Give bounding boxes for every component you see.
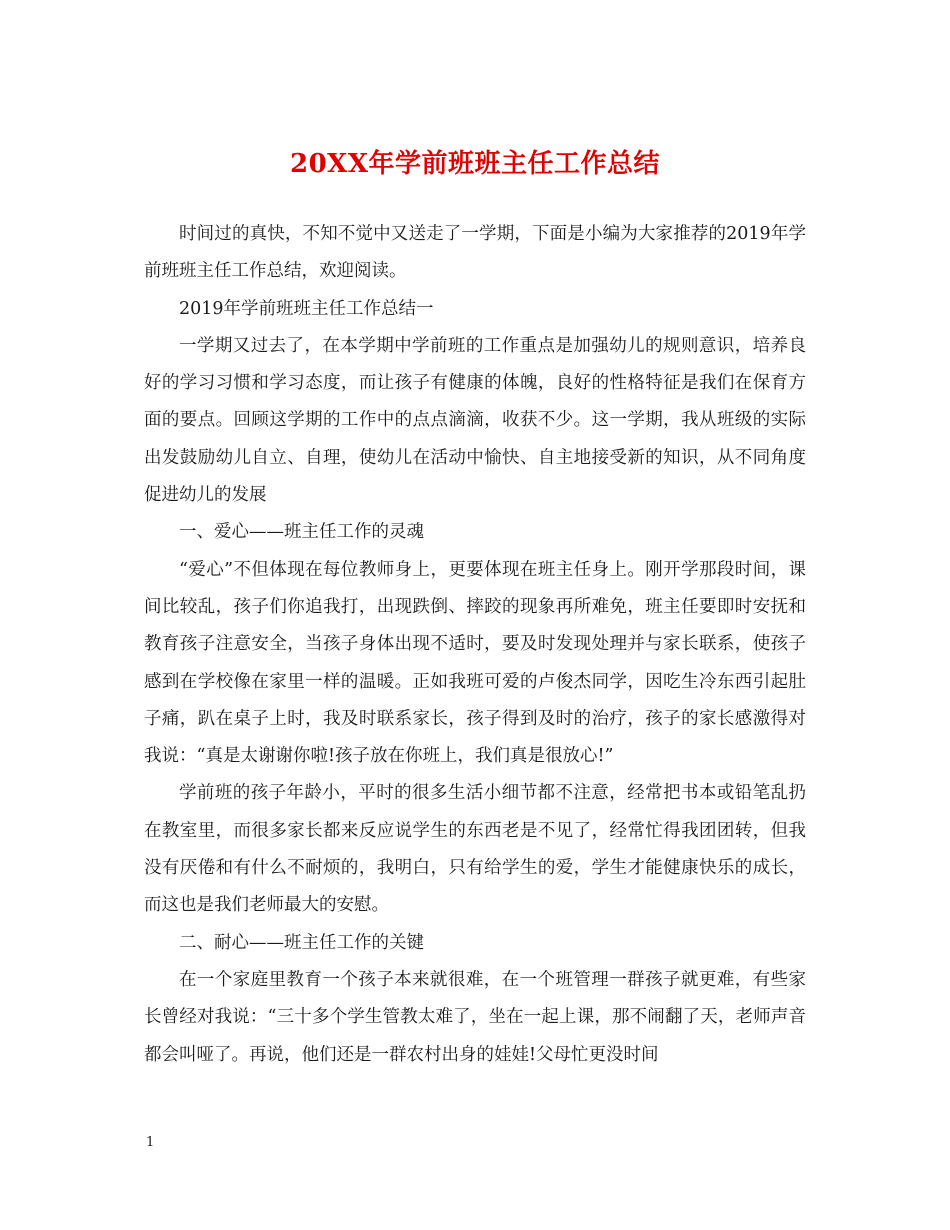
- paragraph-intro: 时间过的真快，不知不觉中又送走了一学期，下面是小编为大家推荐的2019年学前班班主任工作总结，欢迎阅读。: [144, 224, 806, 282]
- section-heading-love: 一、爱心——班主任工作的灵魂: [179, 522, 424, 543]
- section-heading-patience: 二、耐心——班主任工作的关键: [179, 932, 424, 953]
- paragraph-patience-1: 在一个家庭里教育一个孩子本来就很难，在一个班管理一群孩子就更难，有些家长曾经对我说：“三十多个学生管教太难了，坐在一起上课，那不闹翻了天，老师声音都会叫哑了。再说，他们还是一群农村出身的娃娃!父母忙更没时间: [144, 969, 806, 1065]
- page-number: 1: [146, 1135, 155, 1150]
- paragraph-overview: 一学期又过去了，在本学期中学前班的工作重点是加强幼儿的规则意识，培养良好的学习习惯和学习态度，而让孩子有健康的体魄，良好的性格特征是我们在保育方面的要点。回顾这学期的工作中的点点滴滴，收获不少。这一学期，我从班级的实际出发鼓励幼儿自立、自理，使幼儿在活动中愉快、自主地接受新的知识，从不同角度促进幼儿的发展: [144, 335, 806, 506]
- paragraph-subtitle: 2019年学前班班主任工作总结一: [179, 298, 434, 319]
- paragraph-love-2: 学前班的孩子年龄小，平时的很多生活小细节都不注意，经常把书本或铅笔乱扔在教室里，而很多家长都来反应说学生的东西老是不见了，经常忙得我团团转，但我没有厌倦和有什么不耐烦的，我明白，只有给学生的爱，学生才能健康快乐的成长，而这也是我们老师最大的安慰。: [144, 783, 806, 916]
- paragraph-love-1: “爱心”不但体现在每位教师身上，更要体现在班主任身上。刚开学那段时间，课间比较乱，孩子们你追我打，出现跌倒、摔跤的现象再所难免，班主任要即时安抚和教育孩子注意安全，当孩子身体出现不适时，要及时发现处理并与家长联系，使孩子感到在学校像在家里一样的温暖。正如我班可爱的卢俊杰同学，因吃生冷东西引起肚子痛，趴在桌子上时，我及时联系家长，孩子得到及时的治疗，孩子的家长感激得对我说：“真是太谢谢你啦!孩子放在你班上，我们真是很放心!”: [144, 559, 806, 767]
- document-body: [144, 216, 806, 1074]
- document-title: 20XX年学前班班主任工作总结: [289, 149, 661, 179]
